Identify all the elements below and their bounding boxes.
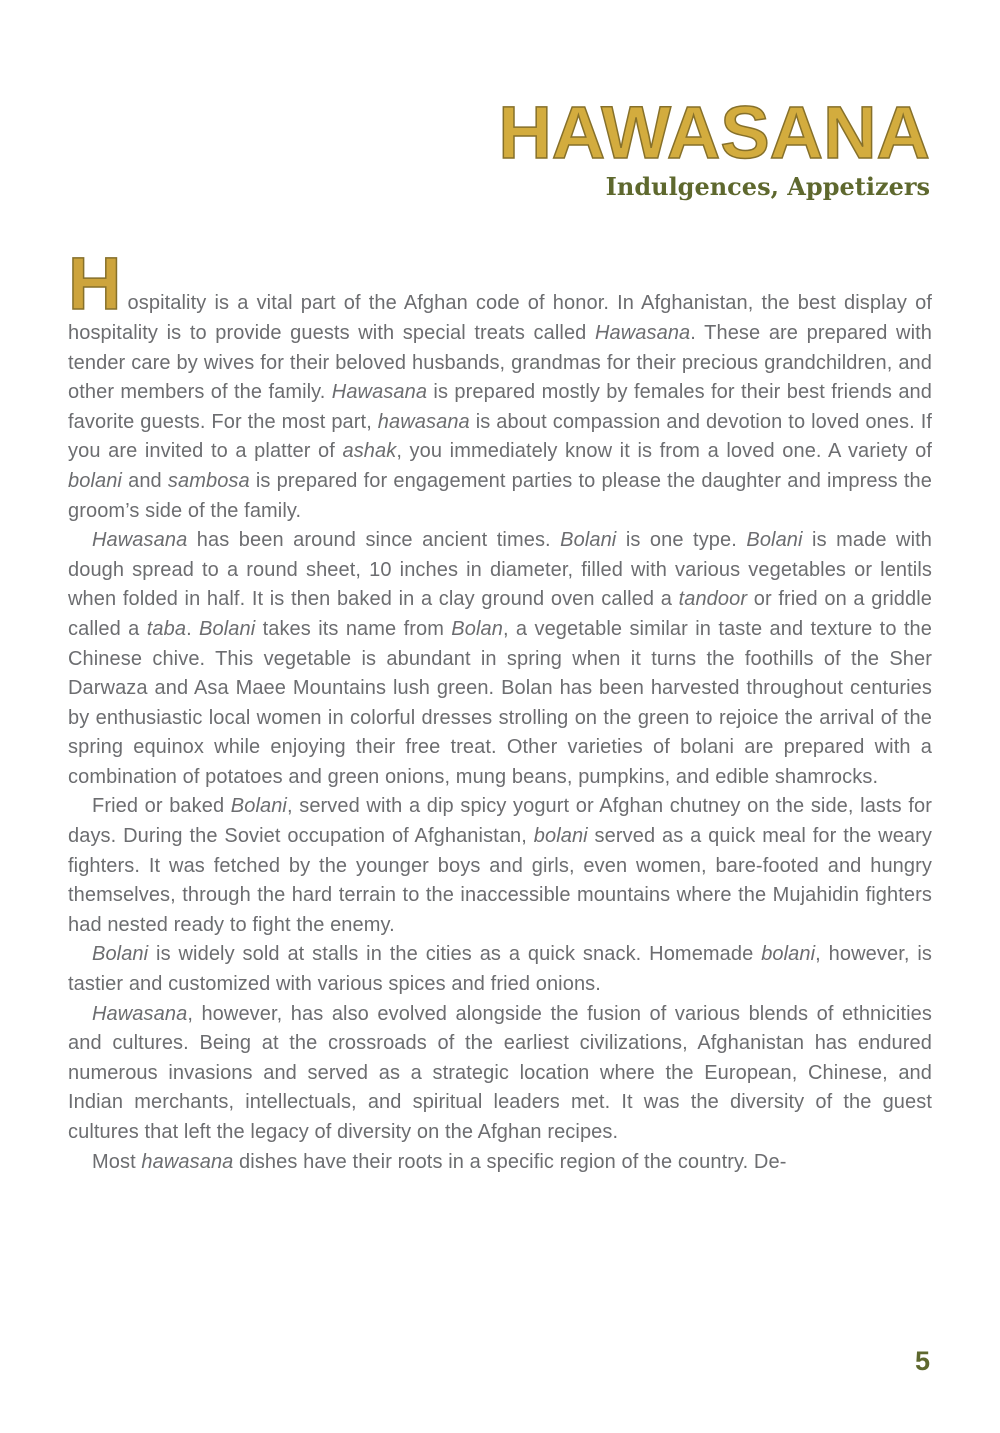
italic-term: Bolani bbox=[560, 529, 617, 552]
italic-term: Bolani bbox=[230, 795, 287, 818]
paragraph-4 bbox=[68, 940, 932, 999]
body-run: has been around since ancient times. bbox=[187, 529, 561, 552]
body-run: dishes have their roots in a specific region of the country. De- bbox=[233, 1150, 787, 1173]
italic-term: sambosa bbox=[167, 469, 250, 492]
body-run: , however, is tastier and customized with various spices and fried onions. bbox=[68, 943, 932, 996]
body-run: Fried or baked bbox=[92, 795, 231, 818]
italic-term: taba bbox=[146, 617, 187, 640]
body-run: . bbox=[186, 617, 200, 640]
body-text bbox=[68, 242, 933, 1177]
body-run: , a vegetable similar in taste and texture to the Chinese chive. This vegetable is abundant in spring when it turns the foothills of the Sher Darwaza and Asa Maee Mountains lush green. Bolan has been harvested throughout centuries by enthusiastic local women in colorful dresses strolling on the green to rejoice the arrival of the spring equinox while enjoying their free treat. Other varieties of bolani are prepared with a combination of potatoes and green onions, mung beans, pumpkins, and edible shamrocks. bbox=[68, 617, 932, 788]
body-run: served as a quick meal for the weary fighters. It was fetched by the younger boys and girls, even women, bare-footed and hungry themselves, through the hard terrain to the inaccessible mountains where the Mujahidin fighters had nested ready to fight the enemy. bbox=[68, 825, 932, 936]
italic-term: Bolani bbox=[746, 529, 803, 552]
italic-term: hawasana bbox=[377, 410, 470, 433]
page-number: 5 bbox=[914, 1346, 930, 1376]
body-run: , served with a dip spicy yogurt or Afghan chutney on the side, lasts for days. During the Soviet occupation of Afghanistan, bbox=[68, 795, 932, 848]
paragraph-3 bbox=[68, 792, 932, 940]
body-run: , you immediately know it is from a loved one. A variety of bbox=[396, 440, 932, 463]
paragraph-1: Hospitality is a vital part of the Afghan code of honor. In Afghanistan, the best display of hospitality is to provide guests with special treats called Hawasana. These are prepared with tender care by wives for their beloved husbands, grandmas for their precious grandchildren, and other members of the family. Hawasana is prepared mostly by females for their best friends and favorite guests. For the most part, hawasana is about compassion and devotion to loved ones. If you are invited to a platter of ashak, you immediately know it is from a loved one. A variety of bolani and sambosa is prepared for engagement parties to please the daughter and impress the groom’s side of the family. bbox=[68, 242, 933, 522]
italic-term: bolani bbox=[761, 943, 816, 966]
paragraph-5 bbox=[68, 1000, 932, 1148]
body-run: Most bbox=[92, 1150, 142, 1173]
chapter-title: HAWASANA bbox=[498, 91, 930, 174]
body-run: is about compassion and devotion to loved ones. If you are invited to a platter of bbox=[68, 410, 933, 463]
italic-term: Hawasana bbox=[92, 529, 188, 552]
paragraph-2 bbox=[68, 526, 932, 792]
paragraph-6 bbox=[68, 1148, 932, 1178]
italic-term: Bolan bbox=[451, 617, 503, 640]
body-run: is one type. bbox=[616, 529, 747, 552]
italic-term: ashak bbox=[342, 440, 397, 463]
body-run: . These are prepared with tender care by wives for their beloved husbands, grandmas for their precious grandchildren, and other members of the family. bbox=[68, 321, 932, 404]
body-run: takes its name from bbox=[255, 617, 452, 640]
body-run: is prepared mostly by females for their best friends and favorite guests. For the most part, bbox=[68, 381, 932, 433]
page-footer bbox=[915, 1346, 930, 1377]
body-run: , however, has also evolved alongside the fusion of various blends of ethnicities and cultures. Being at the crossroads of the earliest civilizations, Afghanistan has endured numerous invasions and served as a strategic location where the European, Chinese, and Indian merchants, intellectuals, and spiritual leaders met. It was the diversity of the guest cultures that left the legacy of diversity on the Afghan recipes. bbox=[68, 1002, 932, 1144]
italic-term: Hawasana bbox=[594, 321, 691, 344]
italic-term: bolani bbox=[68, 469, 122, 492]
body-run: and bbox=[121, 469, 168, 492]
body-run: is made with dough spread to a round sheet, 10 inches in diameter, filled with various vegetables or lentils when folded in half. It is then baked in a clay ground oven called a bbox=[68, 529, 932, 611]
chapter-header bbox=[0, 0, 1000, 200]
chapter-subtitle: Indulgences, Appetizers bbox=[605, 172, 930, 201]
italic-term: hawasana bbox=[141, 1150, 234, 1173]
italic-term: Hawasana bbox=[92, 1002, 188, 1025]
body-run: or fried on a griddle called a bbox=[68, 588, 932, 640]
body-run: ospitality is a vital part of the Afghan code of honor. In Afghanistan, the best display of hospitality is to provide guests with special treats called bbox=[68, 292, 932, 344]
body-run: is prepared for engagement parties to please the daughter and impress the groom’s side of the family. bbox=[68, 469, 932, 522]
italic-term: Hawasana bbox=[331, 381, 428, 404]
italic-term: tandoor bbox=[678, 588, 748, 611]
italic-term: bolani bbox=[533, 825, 588, 848]
italic-term: Bolani bbox=[92, 943, 149, 966]
italic-term: Bolani bbox=[199, 617, 256, 640]
body-run: is widely sold at stalls in the cities as a quick snack. Homemade bbox=[148, 943, 762, 966]
